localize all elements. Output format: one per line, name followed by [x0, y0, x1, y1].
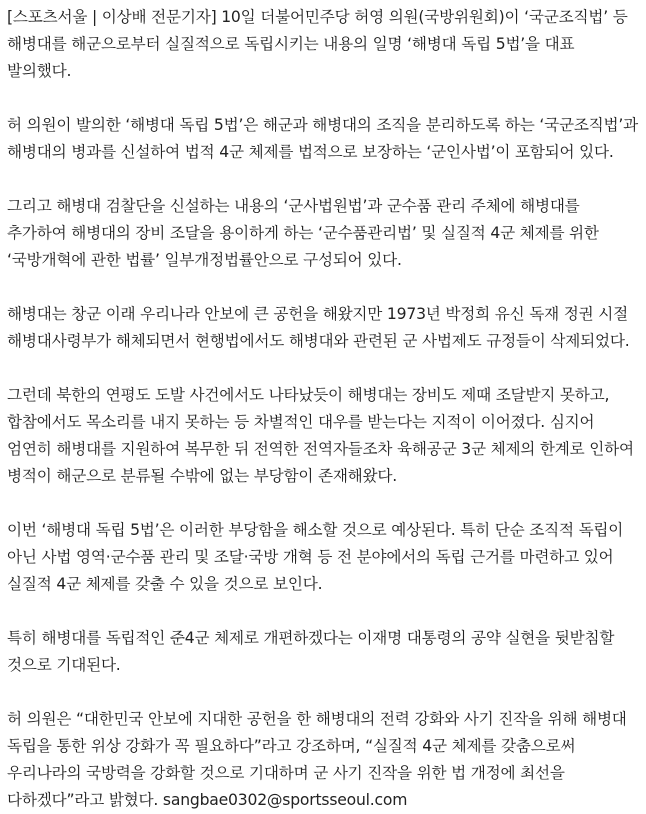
article-paragraph: 이번 ‘해병대 독립 5법’은 이러한 부당함을 해소할 것으로 예상된다. 특히 단순 조직적 독립이 아닌 사법 영역·군수품 관리 및 조달·국방 개혁 등 전 분야에서의 독립 근거를 마련하고 있어 실질적 4군 체제를 갖출 수 있을 것으로 보인다. [7, 521, 624, 593]
article-paragraph: 허 의원이 발의한 ‘해병대 독립 5법’은 해군과 해병대의 조직을 분리하도록 하는 ‘국군조직법’과 해병대의 병과를 신설하여 법적 4군 체제를 법적으로 보장하는 ‘군인사법’이 포함되어 있다. [7, 116, 639, 161]
article-paragraph: 그리고 해병대 검찰단을 신설하는 내용의 ‘군사법원법’과 군수품 관리 주체에 해병대를 추가하여 해병대의 장비 조달을 용이하게 하는 ‘군수품관리법’ 및 실질적 4군 체제를 위한 ‘국방개혁에 관한 법률’ 일부개정법률안으로 구성되어 있다. [7, 197, 599, 269]
article-paragraph-lead: [스포츠서울 | 이상배 전문기자] 10일 더불어민주당 허영 의원(국방위원회)이 ‘국군조직법’ 등 해병대를 해군으로부터 실질적으로 독립시키는 내용의 일명 ‘해병대 독립 5법’을 대표 발의했다. [7, 8, 628, 80]
article-paragraph: 그런데 북한의 연평도 도발 사건에서도 나타났듯이 해병대는 장비도 제때 조달받지 못하고, 합참에서도 목소리를 내지 못하는 등 차별적인 대우를 받는다는 지적이 이어졌다. 심지어 엄연히 해병대를 지원하여 복무한 뒤 전역한 전역자들조차 육해공군 3군 체제의 한계로 인하여 병적이 해군으로 분류될 수밖에 없는 부당함이 존재해왔다. [7, 386, 634, 485]
article-paragraph-closing: 허 의원은 “대한민국 안보에 지대한 공헌을 한 해병대의 전력 강화와 사기 진작을 위해 해병대 독립을 통한 위상 강화가 꼭 필요하다”라고 강조하며, “실질적 4군 체제를 갖춤으로써 우리나라의 국방력을 강화할 것으로 기대하며 군 사기 진작을 위한 법 개정에 최선을 다하겠다”라고 밝혔다. sangbae0302@sportsseoul.com [7, 710, 627, 809]
article-paragraph: 특히 해병대를 독립적인 준4군 체제로 개편하겠다는 이재명 대통령의 공약 실현을 뒷받침할 것으로 기대된다. [7, 629, 615, 674]
article-paragraph: 해병대는 창군 이래 우리나라 안보에 큰 공헌을 해왔지만 1973년 박정희 유신 독재 정권 시절 해병대사령부가 해체되면서 현행법에서도 해병대와 관련된 군 사법제도 규정들이 삭제되었다. [7, 305, 630, 350]
